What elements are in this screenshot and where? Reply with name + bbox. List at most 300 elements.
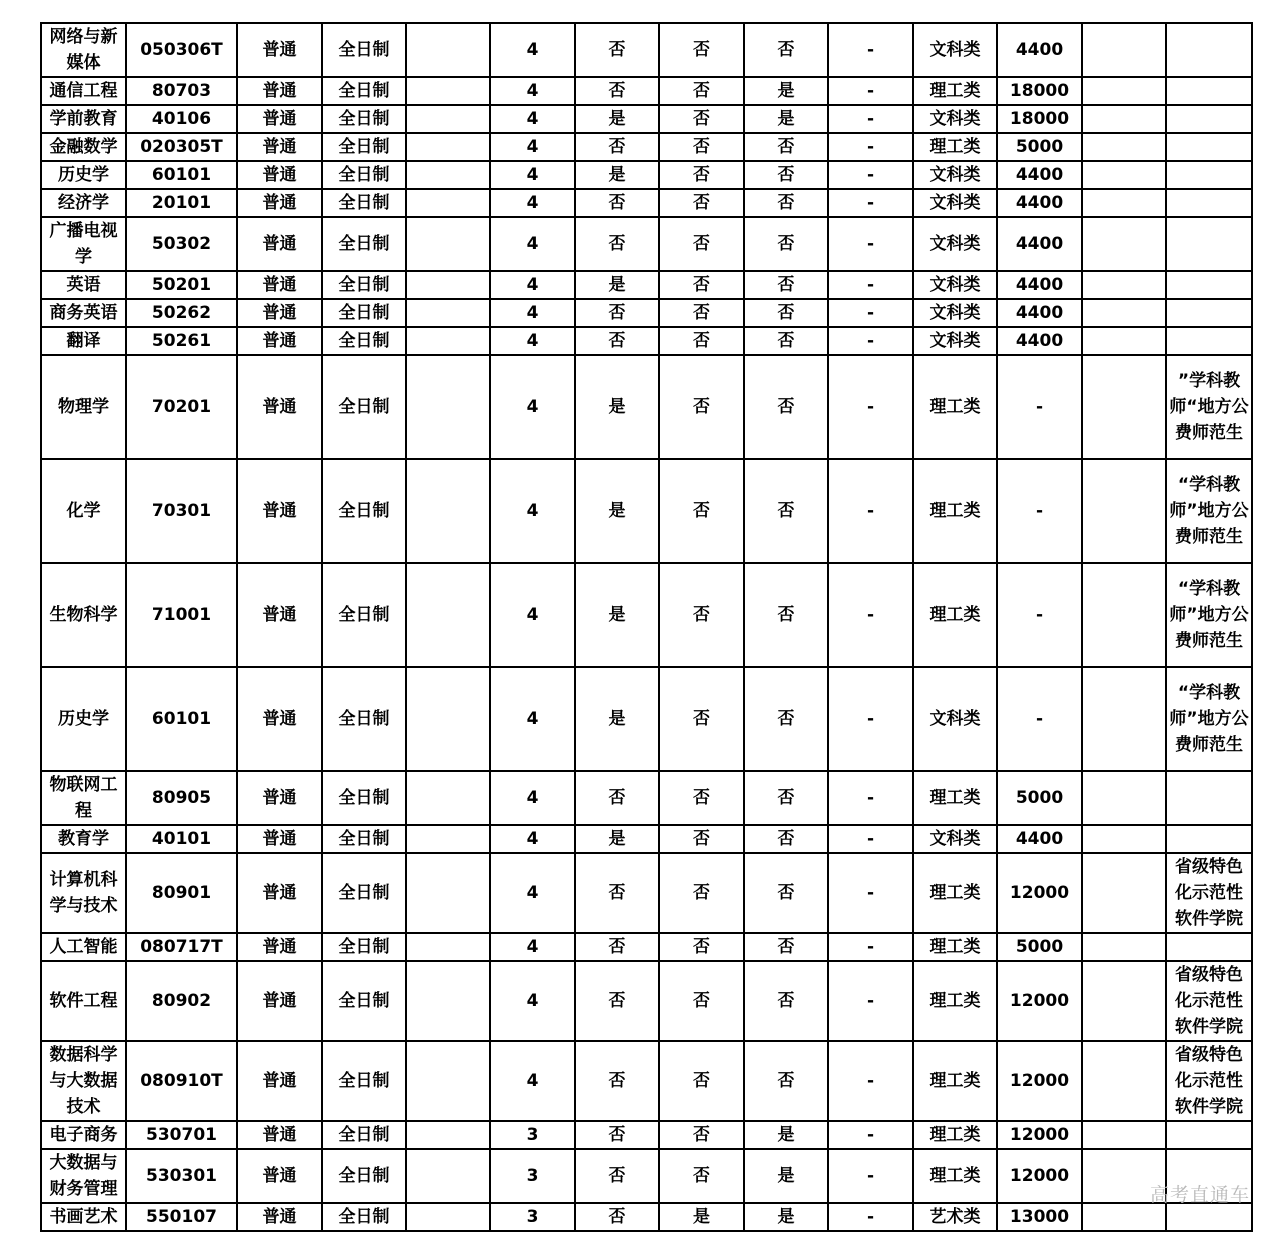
- flag-1-cell: 否: [575, 133, 659, 161]
- extra-cell: [406, 961, 490, 1041]
- table-row: [41, 105, 1252, 133]
- flag-2-cell: 否: [659, 217, 744, 271]
- category-cell: 文科类: [913, 105, 997, 133]
- flag-1-cell: 否: [575, 77, 659, 105]
- flag-2-cell: 否: [659, 1041, 744, 1121]
- flag-4-cell: -: [828, 1121, 913, 1149]
- flag-1-cell: 是: [575, 563, 659, 667]
- extra-2-cell: [1082, 327, 1166, 355]
- extra-2-cell: [1082, 299, 1166, 327]
- category-cell: 文科类: [913, 189, 997, 217]
- flag-4-cell: -: [828, 189, 913, 217]
- extra-cell: [406, 271, 490, 299]
- study-mode-cell: 全日制: [322, 771, 406, 825]
- flag-3-cell: 否: [744, 217, 828, 271]
- flag-4-cell: -: [828, 355, 913, 459]
- major-name-cell: 金融数学: [41, 133, 126, 161]
- note-cell: [1166, 825, 1252, 853]
- flag-3-cell: 否: [744, 771, 828, 825]
- fee-cell: 4400: [997, 825, 1082, 853]
- flag-4-cell: -: [828, 23, 913, 77]
- major-code-cell: 71001: [126, 563, 237, 667]
- extra-2-cell: [1082, 933, 1166, 961]
- major-code-cell: 050306T: [126, 23, 237, 77]
- fee-cell: 4400: [997, 271, 1082, 299]
- extra-cell: [406, 771, 490, 825]
- study-mode-cell: 全日制: [322, 355, 406, 459]
- fee-cell: 13000: [997, 1203, 1082, 1231]
- study-mode-cell: 全日制: [322, 1121, 406, 1149]
- flag-3-cell: 是: [744, 77, 828, 105]
- major-name-cell: 人工智能: [41, 933, 126, 961]
- extra-cell: [406, 327, 490, 355]
- major-name-cell: 历史学: [41, 161, 126, 189]
- major-code-cell: 70201: [126, 355, 237, 459]
- flag-4-cell: -: [828, 299, 913, 327]
- flag-3-cell: 否: [744, 961, 828, 1041]
- extra-2-cell: [1082, 23, 1166, 77]
- flag-2-cell: 否: [659, 1121, 744, 1149]
- flag-1-cell: 是: [575, 667, 659, 771]
- table-row: [41, 853, 1252, 933]
- extra-cell: [406, 1203, 490, 1231]
- major-name-cell: 软件工程: [41, 961, 126, 1041]
- level-cell: 普通: [237, 327, 322, 355]
- flag-1-cell: 否: [575, 327, 659, 355]
- extra-2-cell: [1082, 1041, 1166, 1121]
- fee-cell: 12000: [997, 1041, 1082, 1121]
- study-mode-cell: 全日制: [322, 1041, 406, 1121]
- years-cell: 4: [490, 961, 575, 1041]
- study-mode-cell: 全日制: [322, 1203, 406, 1231]
- flag-1-cell: 是: [575, 161, 659, 189]
- flag-4-cell: -: [828, 563, 913, 667]
- note-cell: “学科教师”地方公费师范生: [1166, 667, 1252, 771]
- flag-3-cell: 否: [744, 355, 828, 459]
- flag-4-cell: -: [828, 771, 913, 825]
- extra-2-cell: [1082, 1203, 1166, 1231]
- extra-cell: [406, 189, 490, 217]
- extra-2-cell: [1082, 161, 1166, 189]
- flag-4-cell: -: [828, 459, 913, 563]
- study-mode-cell: 全日制: [322, 271, 406, 299]
- extra-cell: [406, 825, 490, 853]
- flag-3-cell: 否: [744, 327, 828, 355]
- extra-2-cell: [1082, 667, 1166, 771]
- flag-1-cell: 否: [575, 299, 659, 327]
- table-row: [41, 1149, 1252, 1203]
- flag-2-cell: 否: [659, 133, 744, 161]
- years-cell: 4: [490, 189, 575, 217]
- category-cell: 文科类: [913, 667, 997, 771]
- major-code-cell: 080717T: [126, 933, 237, 961]
- flag-3-cell: 否: [744, 667, 828, 771]
- flag-1-cell: 否: [575, 771, 659, 825]
- note-cell: [1166, 299, 1252, 327]
- flag-3-cell: 否: [744, 933, 828, 961]
- flag-1-cell: 否: [575, 23, 659, 77]
- fee-cell: 18000: [997, 77, 1082, 105]
- flag-1-cell: 否: [575, 189, 659, 217]
- flag-3-cell: 否: [744, 1041, 828, 1121]
- flag-3-cell: 否: [744, 825, 828, 853]
- flag-1-cell: 否: [575, 217, 659, 271]
- table-row: [41, 459, 1252, 563]
- flag-4-cell: -: [828, 853, 913, 933]
- category-cell: 文科类: [913, 299, 997, 327]
- fee-cell: 4400: [997, 161, 1082, 189]
- note-cell: [1166, 327, 1252, 355]
- note-cell: [1166, 189, 1252, 217]
- flag-2-cell: 否: [659, 77, 744, 105]
- major-name-cell: 大数据与财务管理: [41, 1149, 126, 1203]
- level-cell: 普通: [237, 961, 322, 1041]
- table-body: [41, 23, 1252, 1231]
- note-cell: [1166, 1121, 1252, 1149]
- study-mode-cell: 全日制: [322, 133, 406, 161]
- flag-4-cell: -: [828, 105, 913, 133]
- study-mode-cell: 全日制: [322, 1149, 406, 1203]
- extra-cell: [406, 1121, 490, 1149]
- extra-cell: [406, 299, 490, 327]
- level-cell: 普通: [237, 1041, 322, 1121]
- years-cell: 4: [490, 271, 575, 299]
- flag-1-cell: 是: [575, 271, 659, 299]
- extra-2-cell: [1082, 133, 1166, 161]
- extra-2-cell: [1082, 189, 1166, 217]
- extra-2-cell: [1082, 853, 1166, 933]
- fee-cell: 4400: [997, 217, 1082, 271]
- level-cell: 普通: [237, 563, 322, 667]
- table-row: [41, 667, 1252, 771]
- extra-cell: [406, 105, 490, 133]
- level-cell: 普通: [237, 1121, 322, 1149]
- level-cell: 普通: [237, 217, 322, 271]
- category-cell: 理工类: [913, 133, 997, 161]
- major-code-cell: 20101: [126, 189, 237, 217]
- level-cell: 普通: [237, 1203, 322, 1231]
- level-cell: 普通: [237, 933, 322, 961]
- major-name-cell: 经济学: [41, 189, 126, 217]
- flag-4-cell: -: [828, 327, 913, 355]
- note-cell: “学科教师”地方公费师范生: [1166, 459, 1252, 563]
- fee-cell: 12000: [997, 1149, 1082, 1203]
- category-cell: 艺术类: [913, 1203, 997, 1231]
- flag-2-cell: 否: [659, 667, 744, 771]
- major-code-cell: 080910T: [126, 1041, 237, 1121]
- flag-2-cell: 否: [659, 563, 744, 667]
- years-cell: 4: [490, 459, 575, 563]
- flag-2-cell: 否: [659, 189, 744, 217]
- category-cell: 文科类: [913, 23, 997, 77]
- fee-cell: -: [997, 563, 1082, 667]
- flag-3-cell: 否: [744, 563, 828, 667]
- flag-4-cell: -: [828, 667, 913, 771]
- extra-2-cell: [1082, 825, 1166, 853]
- flag-1-cell: 否: [575, 961, 659, 1041]
- note-cell: [1166, 23, 1252, 77]
- level-cell: 普通: [237, 161, 322, 189]
- flag-1-cell: 否: [575, 1121, 659, 1149]
- level-cell: 普通: [237, 133, 322, 161]
- flag-2-cell: 否: [659, 355, 744, 459]
- study-mode-cell: 全日制: [322, 853, 406, 933]
- extra-cell: [406, 23, 490, 77]
- fee-cell: 4400: [997, 299, 1082, 327]
- major-code-cell: 40106: [126, 105, 237, 133]
- category-cell: 文科类: [913, 161, 997, 189]
- level-cell: 普通: [237, 77, 322, 105]
- fee-cell: 12000: [997, 1121, 1082, 1149]
- category-cell: 理工类: [913, 1041, 997, 1121]
- major-name-cell: 数据科学与大数据技术: [41, 1041, 126, 1121]
- category-cell: 理工类: [913, 933, 997, 961]
- major-code-cell: 80905: [126, 771, 237, 825]
- category-cell: 理工类: [913, 771, 997, 825]
- extra-cell: [406, 667, 490, 771]
- flag-3-cell: 否: [744, 853, 828, 933]
- major-name-cell: 广播电视学: [41, 217, 126, 271]
- major-name-cell: 教育学: [41, 825, 126, 853]
- years-cell: 4: [490, 853, 575, 933]
- major-code-cell: 50261: [126, 327, 237, 355]
- table-row: [41, 563, 1252, 667]
- years-cell: 3: [490, 1203, 575, 1231]
- category-cell: 理工类: [913, 853, 997, 933]
- flag-3-cell: 否: [744, 161, 828, 189]
- fee-cell: 5000: [997, 933, 1082, 961]
- years-cell: 4: [490, 1041, 575, 1121]
- study-mode-cell: 全日制: [322, 105, 406, 133]
- category-cell: 文科类: [913, 271, 997, 299]
- flag-2-cell: 否: [659, 327, 744, 355]
- major-name-cell: 翻译: [41, 327, 126, 355]
- category-cell: 理工类: [913, 459, 997, 563]
- note-cell: 省级特色化示范性软件学院: [1166, 1041, 1252, 1121]
- note-cell: [1166, 217, 1252, 271]
- flag-3-cell: 是: [744, 1121, 828, 1149]
- category-cell: 理工类: [913, 77, 997, 105]
- flag-4-cell: -: [828, 271, 913, 299]
- extra-2-cell: [1082, 355, 1166, 459]
- major-code-cell: 50201: [126, 271, 237, 299]
- majors-table: [40, 22, 1253, 1232]
- level-cell: 普通: [237, 667, 322, 771]
- flag-2-cell: 否: [659, 853, 744, 933]
- flag-4-cell: -: [828, 1149, 913, 1203]
- flag-2-cell: 否: [659, 105, 744, 133]
- study-mode-cell: 全日制: [322, 667, 406, 771]
- major-name-cell: 英语: [41, 271, 126, 299]
- flag-3-cell: 是: [744, 1203, 828, 1231]
- table-row: [41, 189, 1252, 217]
- note-cell: [1166, 161, 1252, 189]
- table-row: [41, 271, 1252, 299]
- extra-2-cell: [1082, 771, 1166, 825]
- fee-cell: 4400: [997, 327, 1082, 355]
- study-mode-cell: 全日制: [322, 563, 406, 667]
- table-row: [41, 161, 1252, 189]
- flag-3-cell: 否: [744, 459, 828, 563]
- flag-2-cell: 否: [659, 825, 744, 853]
- years-cell: 4: [490, 105, 575, 133]
- study-mode-cell: 全日制: [322, 933, 406, 961]
- flag-2-cell: 否: [659, 161, 744, 189]
- table-row: [41, 1041, 1252, 1121]
- flag-4-cell: -: [828, 1203, 913, 1231]
- note-cell: 省级特色化示范性软件学院: [1166, 961, 1252, 1041]
- fee-cell: 18000: [997, 105, 1082, 133]
- flag-1-cell: 是: [575, 105, 659, 133]
- fee-cell: 4400: [997, 189, 1082, 217]
- table-row: [41, 217, 1252, 271]
- major-name-cell: 化学: [41, 459, 126, 563]
- table-row: [41, 1121, 1252, 1149]
- extra-2-cell: [1082, 271, 1166, 299]
- category-cell: 理工类: [913, 1149, 997, 1203]
- extra-cell: [406, 563, 490, 667]
- major-code-cell: 80901: [126, 853, 237, 933]
- years-cell: 4: [490, 299, 575, 327]
- flag-2-cell: 否: [659, 271, 744, 299]
- level-cell: 普通: [237, 23, 322, 77]
- flag-3-cell: 否: [744, 189, 828, 217]
- extra-2-cell: [1082, 563, 1166, 667]
- major-name-cell: 计算机科学与技术: [41, 853, 126, 933]
- flag-3-cell: 否: [744, 133, 828, 161]
- table-row: [41, 771, 1252, 825]
- extra-2-cell: [1082, 77, 1166, 105]
- years-cell: 4: [490, 355, 575, 459]
- extra-cell: [406, 459, 490, 563]
- level-cell: 普通: [237, 1149, 322, 1203]
- level-cell: 普通: [237, 299, 322, 327]
- flag-1-cell: 是: [575, 459, 659, 563]
- table-row: [41, 327, 1252, 355]
- level-cell: 普通: [237, 459, 322, 563]
- flag-4-cell: -: [828, 77, 913, 105]
- category-cell: 文科类: [913, 217, 997, 271]
- note-cell: 省级特色化示范性软件学院: [1166, 853, 1252, 933]
- flag-4-cell: -: [828, 961, 913, 1041]
- flag-2-cell: 否: [659, 299, 744, 327]
- flag-1-cell: 否: [575, 853, 659, 933]
- level-cell: 普通: [237, 825, 322, 853]
- flag-2-cell: 否: [659, 961, 744, 1041]
- flag-2-cell: 否: [659, 459, 744, 563]
- watermark: 高考直通车: [1149, 1184, 1250, 1206]
- fee-cell: -: [997, 667, 1082, 771]
- extra-cell: [406, 1149, 490, 1203]
- years-cell: 4: [490, 667, 575, 771]
- extra-2-cell: [1082, 1121, 1166, 1149]
- years-cell: 4: [490, 933, 575, 961]
- level-cell: 普通: [237, 355, 322, 459]
- major-code-cell: 020305T: [126, 133, 237, 161]
- years-cell: 3: [490, 1149, 575, 1203]
- extra-cell: [406, 1041, 490, 1121]
- extra-cell: [406, 133, 490, 161]
- study-mode-cell: 全日制: [322, 77, 406, 105]
- extra-cell: [406, 161, 490, 189]
- flag-3-cell: 否: [744, 271, 828, 299]
- flag-1-cell: 否: [575, 1203, 659, 1231]
- major-code-cell: 530701: [126, 1121, 237, 1149]
- table-row: [41, 933, 1252, 961]
- table-row: [41, 23, 1252, 77]
- years-cell: 4: [490, 217, 575, 271]
- years-cell: 4: [490, 133, 575, 161]
- flag-3-cell: 是: [744, 1149, 828, 1203]
- flag-2-cell: 否: [659, 933, 744, 961]
- extra-cell: [406, 853, 490, 933]
- major-code-cell: 40101: [126, 825, 237, 853]
- fee-cell: -: [997, 355, 1082, 459]
- major-name-cell: 网络与新媒体: [41, 23, 126, 77]
- category-cell: 理工类: [913, 355, 997, 459]
- major-name-cell: 通信工程: [41, 77, 126, 105]
- extra-2-cell: [1082, 217, 1166, 271]
- years-cell: 4: [490, 327, 575, 355]
- table-row: [41, 961, 1252, 1041]
- major-name-cell: 物联网工程: [41, 771, 126, 825]
- flag-1-cell: 否: [575, 1041, 659, 1121]
- category-cell: 文科类: [913, 825, 997, 853]
- table-row: [41, 825, 1252, 853]
- extra-cell: [406, 933, 490, 961]
- flag-4-cell: -: [828, 217, 913, 271]
- table-row: [41, 355, 1252, 459]
- major-code-cell: 530301: [126, 1149, 237, 1203]
- flag-3-cell: 否: [744, 23, 828, 77]
- fee-cell: 12000: [997, 853, 1082, 933]
- flag-1-cell: 是: [575, 825, 659, 853]
- major-name-cell: 学前教育: [41, 105, 126, 133]
- flag-4-cell: -: [828, 133, 913, 161]
- flag-2-cell: 否: [659, 23, 744, 77]
- category-cell: 理工类: [913, 961, 997, 1041]
- fee-cell: -: [997, 459, 1082, 563]
- level-cell: 普通: [237, 771, 322, 825]
- major-code-cell: 80902: [126, 961, 237, 1041]
- note-cell: “学科教师”地方公费师范生: [1166, 563, 1252, 667]
- flag-4-cell: -: [828, 1041, 913, 1121]
- flag-4-cell: -: [828, 933, 913, 961]
- study-mode-cell: 全日制: [322, 217, 406, 271]
- major-name-cell: 书画艺术: [41, 1203, 126, 1231]
- years-cell: 4: [490, 771, 575, 825]
- flag-3-cell: 是: [744, 105, 828, 133]
- note-cell: [1166, 1203, 1252, 1231]
- flag-1-cell: 否: [575, 933, 659, 961]
- flag-4-cell: -: [828, 161, 913, 189]
- note-cell: [1166, 933, 1252, 961]
- level-cell: 普通: [237, 271, 322, 299]
- major-code-cell: 70301: [126, 459, 237, 563]
- study-mode-cell: 全日制: [322, 161, 406, 189]
- flag-2-cell: 否: [659, 771, 744, 825]
- major-code-cell: 60101: [126, 161, 237, 189]
- note-cell: [1166, 271, 1252, 299]
- extra-cell: [406, 77, 490, 105]
- table-row: [41, 133, 1252, 161]
- study-mode-cell: 全日制: [322, 327, 406, 355]
- study-mode-cell: 全日制: [322, 299, 406, 327]
- extra-cell: [406, 217, 490, 271]
- years-cell: 4: [490, 825, 575, 853]
- table-row: [41, 77, 1252, 105]
- note-cell: [1166, 105, 1252, 133]
